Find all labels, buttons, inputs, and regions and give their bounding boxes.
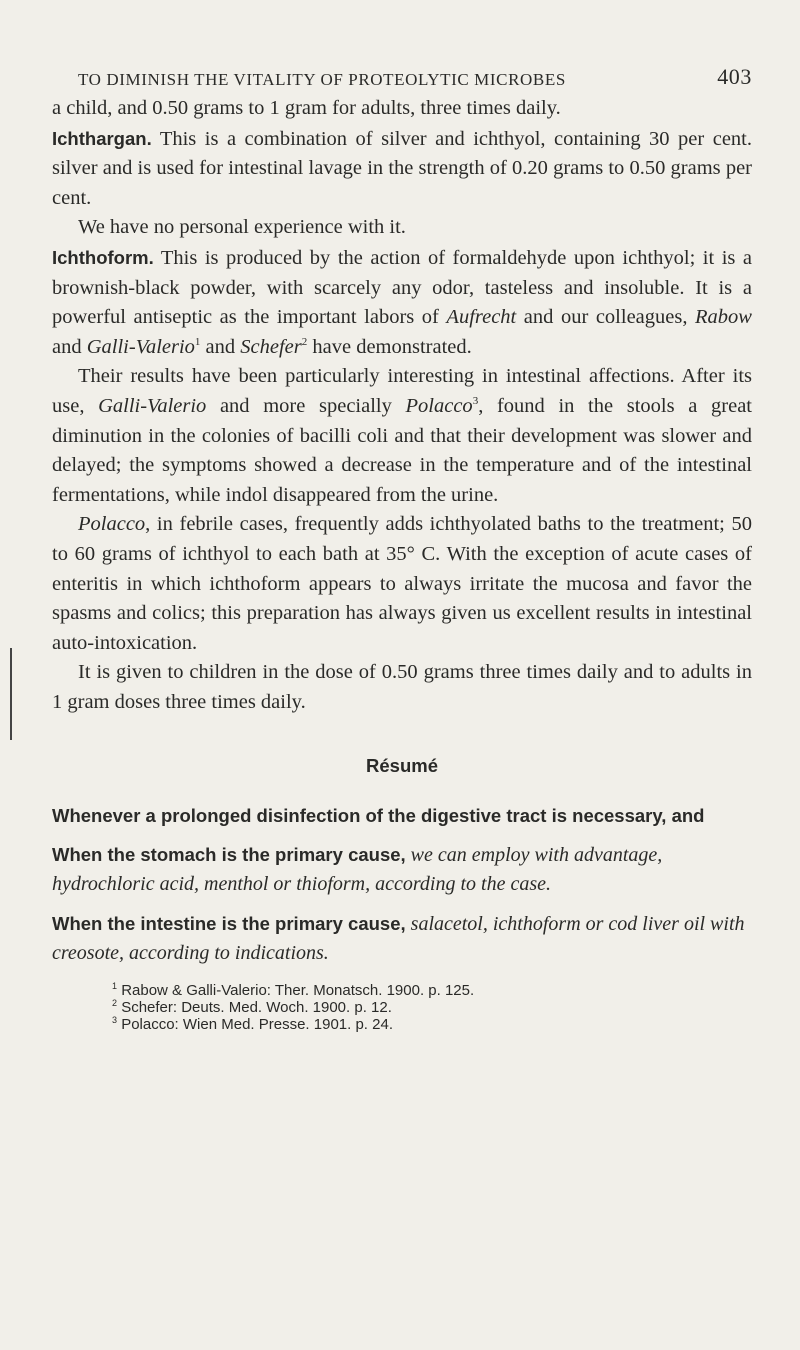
paragraph-ichthargan — [52, 124, 752, 214]
paragraph-text: and — [200, 335, 241, 358]
paragraph-results — [52, 362, 752, 510]
paragraph-text: and — [52, 335, 87, 358]
resume-lead: When the stomach is the primary cause, — [52, 844, 406, 866]
resume-text: we can employ with advantage, hydrochloric acid, menthol or thioform, according to the case. — [52, 844, 663, 896]
body-text — [52, 94, 752, 717]
term-ichthargan: Ichthargan. — [52, 127, 152, 149]
footnote-mark: 3 — [112, 1015, 118, 1026]
paragraph: It is given to children in the dose of 0.50 grams three times daily and to adults in 1 gram doses three times daily. — [52, 661, 752, 713]
section-heading: Résumé — [366, 755, 438, 777]
footnote-ref: 2 — [301, 335, 308, 348]
footnote-text: Polacco: Wien Med. Presse. 1901. p. 24. — [121, 1016, 393, 1034]
resume-text: salacetol, ichthoform or cod liver oil with creosote, according to indications. — [52, 913, 745, 965]
footnote — [112, 1016, 752, 1033]
paragraph-text: This is produced by the action of formaldehyde upon ichthyol; it is a brownish-black powder, with scarcely any odor, tasteless and insoluble. It is a powerful antiseptic as the important labors of — [52, 246, 752, 329]
footnote-ref: 1 — [194, 335, 201, 348]
paragraph-text: and more specially — [206, 394, 406, 417]
paragraph-text: Their results have been particularly interesting in intestinal affections. After its use, — [52, 365, 752, 417]
footnote-text: Rabow & Galli-Valerio: Ther. Monatsch. 1900. p. 125. — [121, 982, 475, 1000]
resume-lead: When the intestine is the primary cause, — [52, 913, 406, 935]
paragraph: a child, and 0.50 grams to 1 gram for adults, three times daily. — [52, 97, 561, 119]
name-polacco: Polacco — [405, 394, 473, 417]
paragraph-text: have demonstrated. — [307, 335, 472, 358]
name-galli-valerio: Galli-Valerio — [98, 394, 207, 417]
running-title: TO DIMINISH THE VITALITY OF PROTEOLYTIC MICROBES — [78, 70, 566, 89]
name-aufrecht: Aufrecht — [446, 306, 517, 329]
running-head — [52, 64, 752, 94]
paragraph-text: , in febrile cases, frequently adds ichthyolated baths to the treatment; 50 to 60 grams of ichthyol to each bath at 35° C. With the exception of acute cases of enteritis in which ichthoform appears to always irritate the mucosa and favor the spasms and colics; this preparation has always given us excellent results in intestinal auto-intoxication. — [52, 513, 752, 654]
footnote-text: Schefer: Deuts. Med. Woch. 1900. p. 12. — [121, 999, 392, 1017]
footnotes — [112, 982, 752, 1033]
footnote — [112, 982, 752, 999]
term-ichthoform: Ichthoform. — [52, 246, 154, 268]
resume-section — [52, 801, 752, 968]
paragraph-febrile — [52, 510, 752, 658]
footnote-mark: 1 — [112, 981, 118, 992]
paragraph-ichthoform — [52, 243, 752, 362]
resume-paragraph — [52, 840, 752, 899]
paragraph-text: , found in the stools a great diminution in the colonies of bacilli coli and that their development was slower and delayed; the symptoms showed a decrease in the temperature and of the intestinal fermentations, while indol disappeared from the urine. — [52, 394, 752, 506]
name-galli-valerio: Galli-Valerio — [86, 335, 195, 358]
paragraph-text: and our colleagues, — [516, 306, 696, 329]
resume-paragraph: Whenever a prolonged disinfection of the digestive tract is necessary, and — [52, 805, 705, 827]
name-schefer: Schefer — [240, 335, 302, 358]
paragraph: We have no personal experience with it. — [78, 216, 406, 239]
footnote-ref: 3 — [472, 395, 479, 408]
name-rabow: Rabow — [695, 306, 752, 329]
margin-line — [10, 648, 12, 740]
page-number: 403 — [717, 64, 752, 89]
name-polacco: Polacco — [78, 513, 146, 536]
resume-paragraph — [52, 909, 752, 968]
footnote — [112, 999, 752, 1016]
footnote-mark: 2 — [112, 998, 118, 1009]
paragraph-text: This is a combination of silver and ichthyol, containing 30 per cent. silver and is used for intestinal lavage in the strength of 0.20 grams to 0.50 grams per cent. — [52, 127, 752, 209]
book-page — [52, 64, 752, 1033]
